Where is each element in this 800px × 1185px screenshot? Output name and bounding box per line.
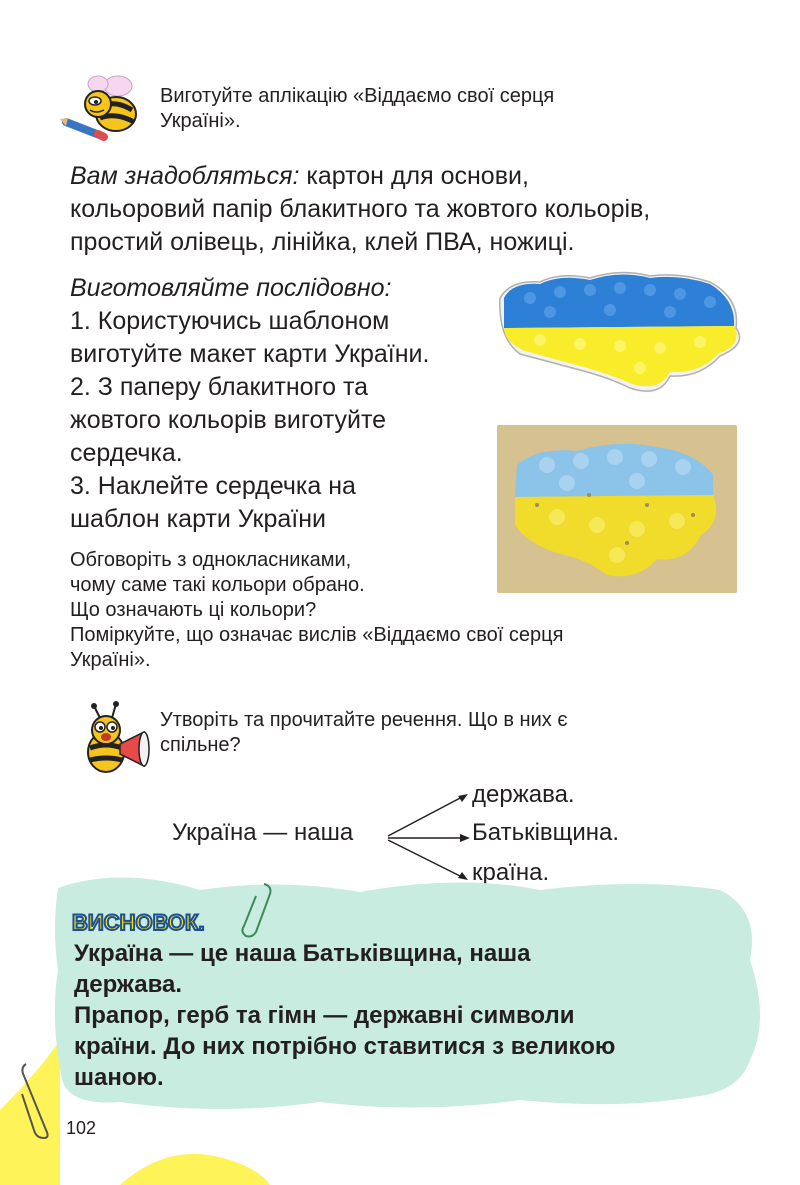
arrow-line — [388, 796, 464, 836]
materials-paragraph — [70, 160, 770, 259]
paperclip-icon — [238, 880, 278, 945]
task-instruction-line: Утворіть та прочитайте речення. Що в них є — [160, 709, 568, 731]
steps-heading: Виготовляйте послідовно: — [70, 274, 392, 302]
conclusion-line: країни. До них потрібно ставитися з великою — [74, 1033, 616, 1060]
conclusion-line: держава. — [74, 971, 183, 998]
task-instruction-line: Виготуйте аплікацію «Віддаємо свої серця — [160, 85, 555, 107]
diagram-target: Батьківщина. — [472, 819, 620, 846]
steps-block — [70, 272, 500, 536]
step-line: сердечка. — [70, 439, 183, 467]
materials-text: картон для основи, — [299, 162, 529, 190]
step-line: шаблон карти України — [70, 505, 327, 533]
task-instruction-line: спільне? — [160, 734, 241, 756]
discussion-line: Обговоріть з однокласниками, — [70, 549, 352, 571]
discussion-line: чому саме такі кольори обрано. — [70, 574, 365, 596]
diagram-target: країна. — [472, 859, 550, 886]
conclusion-line: шаною. — [74, 1064, 164, 1091]
discussion-line: Що означають ці кольори? — [70, 599, 317, 621]
diagram-subject: Україна — наша — [172, 819, 354, 846]
bee-with-megaphone-icon — [72, 700, 154, 778]
paperclip-icon — [18, 1060, 58, 1145]
step-line: жовтого кольорів виготуйте — [70, 406, 387, 434]
step-line: 1. Користуючись шаблоном — [70, 307, 390, 335]
materials-text: кольоровий папір блакитного та жовтого кольорів, — [70, 195, 651, 223]
conclusion-line: Прапор, герб та гімн — державні символи — [74, 1002, 575, 1029]
step-line: виготуйте макет карти України. — [70, 340, 430, 368]
materials-text: простий олівець, лінійка, клей ПВА, ножиці. — [70, 228, 575, 256]
materials-label: Вам знадобляться: — [70, 162, 300, 190]
arrow-head — [458, 794, 468, 802]
conclusion-text — [74, 938, 764, 1093]
page-number: 102 — [66, 1118, 97, 1138]
task-instruction-line: Україні». — [160, 110, 241, 132]
step-line: 3. Наклейте сердечка на — [70, 472, 356, 500]
bee-with-pencil-icon — [58, 70, 150, 142]
step-line: 2. З паперу блакитного та — [70, 373, 369, 401]
discussion-line: Україні». — [70, 649, 151, 671]
hearts-map-illustration — [490, 258, 750, 408]
conclusion-badge-text: ВИСНОВОК. — [72, 910, 205, 935]
arrow-head — [460, 834, 470, 842]
conclusion-line: Україна — це наша Батьківщина, наша — [74, 940, 531, 967]
task-instruction-2 — [160, 708, 568, 758]
task-instruction — [160, 84, 554, 134]
discussion-line: Поміркуйте, що означає вислів «Віддаємо свої серця — [70, 624, 564, 646]
diagram-target: держава. — [472, 781, 575, 808]
discussion-block — [70, 548, 670, 673]
